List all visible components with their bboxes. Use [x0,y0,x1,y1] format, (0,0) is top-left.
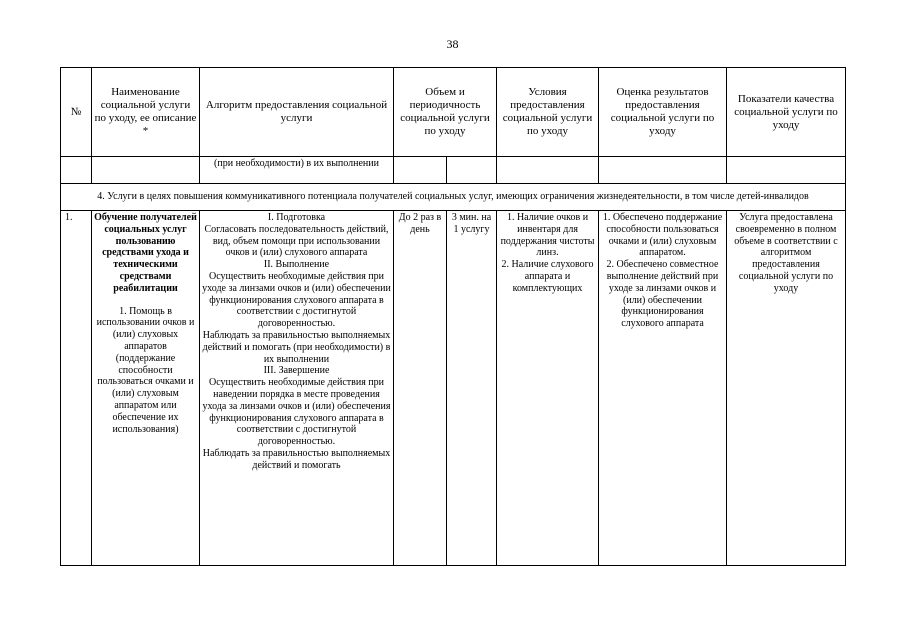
algorithm-step-heading: I. Подготовка [267,212,326,223]
algorithm-step-heading: III. Завершение [263,365,330,377]
cont-evaluation [599,157,727,184]
services-table [60,67,846,566]
header-num: № [61,68,92,157]
header-name: Наименование социальной услуги по уходу, ее описание * [92,68,200,157]
header-algorithm: Алгоритм предоставления социальной услуги [200,68,394,157]
algorithm-cell [200,211,394,566]
section-title: 4. Услуги в целях повышения коммуникативного потенциала получателей социальных услуг, имеющих ограничения жизнедеятельности, в том числе детей-инвалидов [61,184,846,211]
cont-duration [447,157,497,184]
header-volume: Объем и периодичность социальной услуги по уходу [394,68,497,157]
service-name-cell [92,211,200,566]
page-number: 38 [446,37,459,51]
header-quality: Показатели качества социальной услуги по уходу [727,68,846,157]
cont-conditions [497,157,599,184]
evaluation-item: 1. Обеспечено поддержание способности пользоваться очками и (или) слуховым аппаратом. [602,212,723,259]
service-subitem: 1. Помощь в использовании очков и (или) слуховых аппаратов (поддержание способности пользоваться очками и (или) слуховым аппаратом или обеспечение их использования) [96,305,195,435]
algorithm-step-text: Осуществить необходимые действия при наведении порядка в месте проведения ухода за линзами очков и (или) обеспечения функционирования слухового аппарата в соответствии с достигнутой договоренностью. [202,377,391,448]
condition-item: 1. Наличие очков и инвентаря для поддержания чистоты линз. [500,212,595,259]
algorithm-step-heading: II. Выполнение [263,259,330,271]
evaluation-cell [599,211,727,566]
cont-num [61,157,92,184]
cont-name [92,157,200,184]
cont-algorithm: (при необходимости) в их выполнении [200,157,394,184]
evaluation-item: 2. Обеспечено совместное выполнение действий при уходе за линзами очков и (или) обеспечении функционирования слухового аппарата [606,259,719,330]
duration-cell: 3 мин. на 1 услугу [447,211,497,566]
row-number: 1. [61,211,92,566]
algorithm-step-text: Осуществить необходимые действия при уходе за линзами очков и (или) обеспечении функционирования слухового аппарата в соответствии с достигнутой договоренностью. [202,270,391,330]
table-row [61,211,846,566]
algorithm-step-text: Наблюдать за правильностью выполняемых действий и помогать [202,447,391,471]
header-conditions: Условия предоставления социальной услуги по уходу [497,68,599,157]
table-header-row [61,68,846,157]
quality-cell: Услуга предоставлена своевременно в полном объеме в соответствии с алгоритмом предоставления социальной услуги по уходу [727,211,846,566]
algorithm-step-text: Наблюдать за правильностью выполняемых действий и помогать (при необходимости) в их выполнении [202,329,391,365]
condition-item: 2. Наличие слухового аппарата и комплектующих [501,259,594,294]
cont-frequency [394,157,447,184]
service-name: Обучение получателей социальных услуг пользованию средствами ухода и техническими средствами реабилитации [94,212,197,294]
cont-quality [727,157,846,184]
frequency-cell: До 2 раз в день [394,211,447,566]
header-evaluation: Оценка результатов предоставления социальной услуги по уходу [599,68,727,157]
continuation-row [61,157,846,184]
section-row [61,184,846,211]
conditions-cell [497,211,599,566]
algorithm-step-text: Согласовать последовательность действий, вид, объем помощи при использовании очков и (или) слухового аппарата [204,223,389,259]
